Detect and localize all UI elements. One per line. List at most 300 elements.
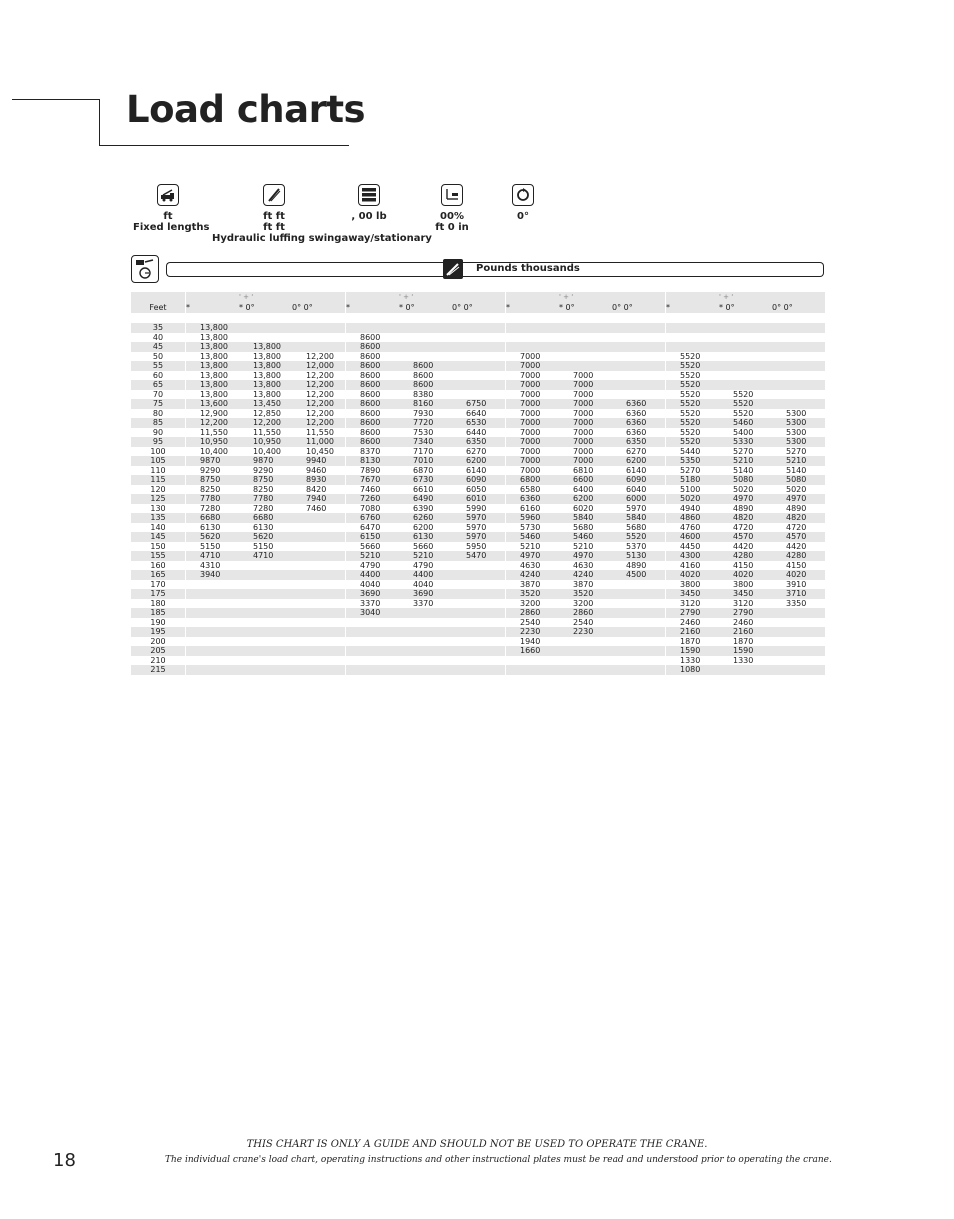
load-cell: 6000 — [612, 494, 665, 504]
table-row — [131, 656, 825, 666]
load-cell: 5520 — [666, 380, 719, 390]
load-cell: 2540 — [573, 617, 594, 627]
load-cell: 5680 — [573, 522, 594, 532]
radius-cell: 100 — [150, 446, 166, 456]
load-cell: 13,800 — [239, 342, 292, 352]
load-cell: 1590 — [666, 646, 719, 656]
load-cell: 3120 — [680, 598, 701, 608]
load-cell — [399, 656, 452, 666]
load-cell: 9290 — [200, 465, 221, 475]
load-cell: 2460 — [733, 617, 754, 627]
load-cell: 4020 — [666, 570, 719, 580]
radius-cell: 175 — [131, 589, 185, 599]
load-cell: 4240 — [559, 570, 612, 580]
load-cell — [612, 656, 665, 666]
radius-cell: 215 — [131, 665, 185, 675]
table-row — [131, 475, 825, 485]
load-cell: 4890 — [733, 503, 754, 513]
load-cell: 3800 — [680, 579, 701, 589]
load-cell — [719, 342, 772, 352]
load-cell: 9870 — [186, 456, 239, 466]
load-cell: 5300 — [772, 418, 825, 428]
load-cell: 5520 — [666, 418, 719, 428]
load-cell: 5730 — [520, 522, 541, 532]
load-cell: 5210 — [719, 456, 772, 466]
load-cell: 3120 — [733, 598, 754, 608]
load-cell: 5520 — [733, 389, 754, 399]
load-cell — [612, 361, 665, 371]
table-row — [131, 323, 825, 333]
load-cell: 3040 — [346, 608, 399, 618]
load-cell: 4420 — [733, 541, 754, 551]
table-row — [131, 447, 825, 457]
load-cell: 5270 — [733, 446, 754, 456]
load-cell — [292, 608, 345, 618]
radius-cell: 155 — [131, 551, 185, 561]
load-cell — [239, 580, 292, 590]
load-cell — [772, 361, 825, 371]
load-cell — [399, 637, 452, 647]
load-cell: 4280 — [772, 551, 825, 561]
table-row — [131, 380, 825, 390]
load-cell: 8370 — [360, 446, 381, 456]
load-cell: 6140 — [466, 465, 487, 475]
load-cell — [452, 618, 505, 628]
lift-weight-icon — [443, 259, 463, 279]
load-cell: 5970 — [466, 522, 487, 532]
radius-cell: 160 — [150, 560, 166, 570]
load-cell: 13,800 — [186, 380, 239, 390]
load-cell: 7280 — [253, 503, 274, 513]
load-cell — [399, 608, 452, 618]
load-cell: 7000 — [520, 370, 541, 380]
spec-jib-label: Hydraulic luffing swingaway/stationary — [212, 233, 432, 244]
spec-boom-value: ft — [163, 211, 173, 222]
load-cell: 12,200 — [306, 351, 334, 361]
load-cell: 7000 — [520, 465, 541, 475]
spec-outrigger — [422, 184, 482, 233]
table-row — [131, 532, 825, 542]
load-cell — [399, 333, 452, 343]
load-cell — [452, 352, 505, 362]
load-cell: 5130 — [612, 551, 665, 561]
load-cell — [612, 665, 665, 675]
load-cell: 6350 — [452, 437, 505, 447]
load-cell: 5210 — [772, 456, 825, 466]
load-cell: 6350 — [612, 437, 665, 447]
load-cell: 13,800 — [253, 351, 281, 361]
load-chart-table — [131, 292, 825, 675]
load-cell: 6020 — [573, 503, 594, 513]
load-cell: 6360 — [506, 494, 559, 504]
load-cell: 6360 — [626, 408, 647, 418]
radius-cell: 75 — [131, 399, 185, 409]
load-cell — [559, 342, 612, 352]
load-cell — [612, 627, 665, 637]
load-cell: 4970 — [506, 551, 559, 561]
load-cell — [452, 627, 505, 637]
load-cell: 5840 — [559, 513, 612, 523]
sub-header: 0° 0° — [452, 303, 505, 313]
load-cell: 5100 — [680, 484, 701, 494]
load-cell: 13,800 — [186, 361, 239, 371]
load-cell: 5270 — [680, 465, 701, 475]
load-cell — [559, 665, 612, 675]
load-cell — [559, 656, 612, 666]
load-cell: 5020 — [786, 484, 807, 494]
load-cell: 13,800 — [200, 351, 228, 361]
load-cell — [559, 646, 612, 656]
load-cell: 8600 — [346, 399, 399, 409]
load-cell — [612, 333, 665, 343]
load-cell: 1660 — [506, 646, 559, 656]
load-cell — [239, 333, 292, 343]
table-row — [131, 352, 825, 362]
load-cell: 2460 — [680, 617, 701, 627]
load-cell: 4790 — [360, 560, 381, 570]
load-cell: 6200 — [559, 494, 612, 504]
load-cell: 1080 — [666, 665, 719, 675]
load-cell: 8750 — [186, 475, 239, 485]
load-cell: 1590 — [719, 646, 772, 656]
load-cell: 5300 — [786, 408, 807, 418]
load-cell: 5660 — [360, 541, 381, 551]
load-cell: 2860 — [559, 608, 612, 618]
table-row — [131, 342, 825, 352]
load-cell: 13,450 — [239, 399, 292, 409]
load-cell: 6490 — [399, 494, 452, 504]
load-cell — [506, 323, 559, 333]
load-cell — [772, 646, 825, 656]
load-cell — [186, 627, 239, 637]
spec-outrigger-value-1: 00% — [440, 211, 464, 222]
load-cell: 8160 — [399, 399, 452, 409]
load-cell: 13,800 — [186, 323, 239, 333]
load-cell — [186, 665, 239, 675]
load-cell — [292, 523, 345, 533]
load-cell: 6200 — [612, 456, 665, 466]
load-cell: 7780 — [186, 494, 239, 504]
load-cell: 5350 — [666, 456, 719, 466]
load-cell: 6010 — [452, 494, 505, 504]
load-cell — [772, 608, 825, 618]
load-cell: 4420 — [786, 541, 807, 551]
load-cell: 4160 — [680, 560, 701, 570]
load-cell: 5520 — [680, 370, 701, 380]
load-cell: 8600 — [399, 361, 452, 371]
load-cell — [772, 665, 825, 675]
load-cell: 5210 — [399, 551, 452, 561]
load-cell — [186, 656, 239, 666]
radius-cell: 40 — [152, 332, 164, 342]
load-cell: 7780 — [239, 494, 292, 504]
load-cell — [239, 627, 292, 637]
load-cell: 7670 — [346, 475, 399, 485]
load-cell — [452, 608, 505, 618]
radius-cell: 145 — [131, 532, 185, 542]
load-cell — [292, 665, 345, 675]
load-cell: 3690 — [346, 589, 399, 599]
load-cell: 2160 — [719, 627, 772, 637]
load-cell: 12,200 — [186, 418, 239, 428]
load-cell: 8130 — [346, 456, 399, 466]
load-cell: 7280 — [200, 503, 221, 513]
load-cell — [292, 580, 345, 590]
radius-cell: 120 — [150, 484, 166, 494]
load-cell: 8930 — [292, 475, 345, 485]
load-cell: 5660 — [413, 541, 434, 551]
radius-cell: 190 — [150, 617, 166, 627]
load-cell: 5520 — [612, 532, 665, 542]
load-cell: 6270 — [466, 446, 487, 456]
load-cell — [239, 608, 292, 618]
load-cell — [452, 561, 505, 571]
load-cell — [666, 333, 719, 343]
load-cell: 5440 — [680, 446, 701, 456]
load-cell: 5080 — [719, 475, 772, 485]
load-cell: 13,800 — [186, 342, 239, 352]
table-row — [131, 561, 825, 571]
load-cell: 3450 — [719, 589, 772, 599]
load-cell: 11,550 — [200, 427, 228, 437]
load-cell: 4040 — [413, 579, 434, 589]
radius-cell: 80 — [152, 408, 164, 418]
load-cell — [612, 371, 665, 381]
load-cell: 5210 — [573, 541, 594, 551]
load-cell: 8600 — [360, 427, 381, 437]
load-cell — [719, 380, 772, 390]
load-cell: 7000 — [506, 361, 559, 371]
load-cell — [239, 646, 292, 656]
load-cell: 12,900 — [200, 408, 228, 418]
load-cell: 10,400 — [253, 446, 281, 456]
load-cell — [719, 361, 772, 371]
load-cell: 9940 — [292, 456, 345, 466]
disclaimer-line-1: THIS CHART IS ONLY A GUIDE AND SHOULD NOT BE USED TO OPERATE THE CRANE. — [246, 1139, 708, 1150]
load-cell: 7000 — [506, 418, 559, 428]
radius-cell: 110 — [150, 465, 166, 475]
load-cell — [719, 333, 772, 343]
table-row — [131, 428, 825, 438]
load-cell: 5140 — [786, 465, 807, 475]
radius-cell: 125 — [131, 494, 185, 504]
load-cell: 3520 — [506, 589, 559, 599]
load-cell: 5680 — [626, 522, 647, 532]
load-cell — [239, 570, 292, 580]
load-cell — [452, 333, 505, 343]
load-cell: 5520 — [666, 361, 719, 371]
load-cell: 6680 — [186, 513, 239, 523]
table-header-row-1 — [131, 292, 825, 303]
load-cell: 5300 — [786, 427, 807, 437]
load-cell: 6090 — [612, 475, 665, 485]
load-cell: 3710 — [772, 589, 825, 599]
sub-header: * 0° — [239, 303, 292, 313]
load-cell — [292, 323, 345, 333]
load-cell — [719, 352, 772, 362]
load-cell — [186, 580, 239, 590]
load-cell — [452, 637, 505, 647]
load-cell — [399, 352, 452, 362]
load-cell: 7460 — [306, 503, 327, 513]
radius-cell: 165 — [131, 570, 185, 580]
load-cell: 6470 — [360, 522, 381, 532]
load-cell: 5470 — [452, 551, 505, 561]
radius-cell: 90 — [152, 427, 164, 437]
load-cell: 6440 — [466, 427, 487, 437]
load-cell — [399, 618, 452, 628]
load-cell: 5300 — [772, 437, 825, 447]
radius-cell: 85 — [131, 418, 185, 428]
load-cell: 4820 — [772, 513, 825, 523]
table-row — [131, 466, 825, 476]
spec-counterweight — [340, 184, 398, 222]
load-cell — [452, 342, 505, 352]
load-cell: 12,200 — [306, 370, 334, 380]
spec-boom-label: Fixed lengths — [133, 222, 210, 233]
table-row — [131, 456, 825, 466]
load-cell — [666, 323, 719, 333]
table-row — [131, 542, 825, 552]
table-row — [131, 646, 825, 656]
sub-header: 0° 0° — [612, 303, 665, 313]
load-cell: 5990 — [466, 503, 487, 513]
load-cell: 7000 — [520, 351, 541, 361]
load-cell — [452, 665, 505, 675]
sub-header: * 0° — [559, 303, 612, 313]
load-cell: 2160 — [666, 627, 719, 637]
load-cell — [612, 380, 665, 390]
load-cell: 6640 — [466, 408, 487, 418]
load-cell — [292, 589, 345, 599]
table-row — [131, 551, 825, 561]
radius-cell: 185 — [131, 608, 185, 618]
load-cell — [772, 323, 825, 333]
load-cell: 7000 — [506, 380, 559, 390]
load-cell: 4940 — [680, 503, 701, 513]
load-cell: 8600 — [360, 351, 381, 361]
load-cell: 12,200 — [239, 418, 292, 428]
table-row — [131, 589, 825, 599]
radius-cell: 210 — [150, 655, 166, 665]
radius-cell: 35 — [131, 323, 185, 333]
load-cell: 13,800 — [200, 332, 228, 342]
load-cell: 5460 — [506, 532, 559, 542]
load-cell: 6530 — [452, 418, 505, 428]
load-cell: 4720 — [786, 522, 807, 532]
load-cell: 5020 — [666, 494, 719, 504]
load-cell: 8600 — [360, 389, 381, 399]
load-cell: 8600 — [346, 342, 399, 352]
load-cell — [346, 323, 399, 333]
load-cell: 5520 — [719, 399, 772, 409]
load-cell: 10,400 — [200, 446, 228, 456]
sub-header: * — [186, 303, 239, 313]
load-cell: 11,550 — [253, 427, 281, 437]
load-cell: 10,950 — [186, 437, 239, 447]
load-cell: 2230 — [559, 627, 612, 637]
load-cell — [292, 599, 345, 609]
load-cell: 5520 — [680, 408, 701, 418]
load-cell: 9290 — [253, 465, 274, 475]
load-cell: 4570 — [772, 532, 825, 542]
load-cell — [772, 637, 825, 647]
load-cell: 4970 — [772, 494, 825, 504]
load-cell: 8600 — [360, 408, 381, 418]
load-cell: 12,200 — [292, 418, 345, 428]
load-cell: 3800 — [733, 579, 754, 589]
spec-jib-value-1: ft ft — [263, 211, 285, 222]
load-cell — [719, 323, 772, 333]
crane-config-icon — [131, 255, 159, 283]
load-cell: 7000 — [573, 370, 594, 380]
load-cell: 4720 — [733, 522, 754, 532]
load-cell: 8250 — [200, 484, 221, 494]
load-cell — [346, 618, 399, 628]
load-cell: 4710 — [239, 551, 292, 561]
load-cell: 8750 — [239, 475, 292, 485]
load-cell: 3690 — [399, 589, 452, 599]
load-cell — [239, 618, 292, 628]
table-row — [131, 418, 825, 428]
sub-header: * 0° — [719, 303, 772, 313]
load-cell: 8600 — [360, 370, 381, 380]
load-cell: 2790 — [666, 608, 719, 618]
load-cell: 10,950 — [239, 437, 292, 447]
load-cell — [772, 342, 825, 352]
radius-cell: 150 — [150, 541, 166, 551]
load-cell: 5270 — [786, 446, 807, 456]
load-cell: 8600 — [399, 380, 452, 390]
title-rule-bottom — [99, 145, 349, 146]
load-cell — [612, 390, 665, 400]
load-cell: 5620 — [239, 532, 292, 542]
load-cell: 6050 — [466, 484, 487, 494]
load-cell: 5520 — [666, 399, 719, 409]
load-cell: 4710 — [186, 551, 239, 561]
load-cell: 4240 — [506, 570, 559, 580]
page-title: Load charts — [126, 88, 366, 131]
load-cell — [612, 580, 665, 590]
load-cell: 7930 — [413, 408, 434, 418]
load-cell — [292, 342, 345, 352]
load-cell — [559, 361, 612, 371]
load-cell — [239, 656, 292, 666]
load-cell: 1940 — [520, 636, 541, 646]
load-cell: 7000 — [573, 408, 594, 418]
load-cell: 4150 — [733, 560, 754, 570]
load-cell: 6270 — [626, 446, 647, 456]
load-cell: 6360 — [612, 418, 665, 428]
table-row — [131, 627, 825, 637]
table-row — [131, 390, 825, 400]
load-cell: 12,200 — [292, 380, 345, 390]
load-cell: 4890 — [626, 560, 647, 570]
load-cell: 5400 — [733, 427, 754, 437]
load-cell: 11,550 — [306, 427, 334, 437]
load-cell: 3370 — [413, 598, 434, 608]
load-cell — [186, 599, 239, 609]
table-row — [131, 485, 825, 495]
load-cell: 5520 — [680, 427, 701, 437]
load-cell — [559, 637, 612, 647]
radius-cell: 60 — [152, 370, 164, 380]
load-cell: 7000 — [520, 446, 541, 456]
load-cell: 7000 — [559, 418, 612, 428]
load-cell: 5370 — [626, 541, 647, 551]
load-cell: 5020 — [733, 484, 754, 494]
radius-cell: 115 — [131, 475, 185, 485]
